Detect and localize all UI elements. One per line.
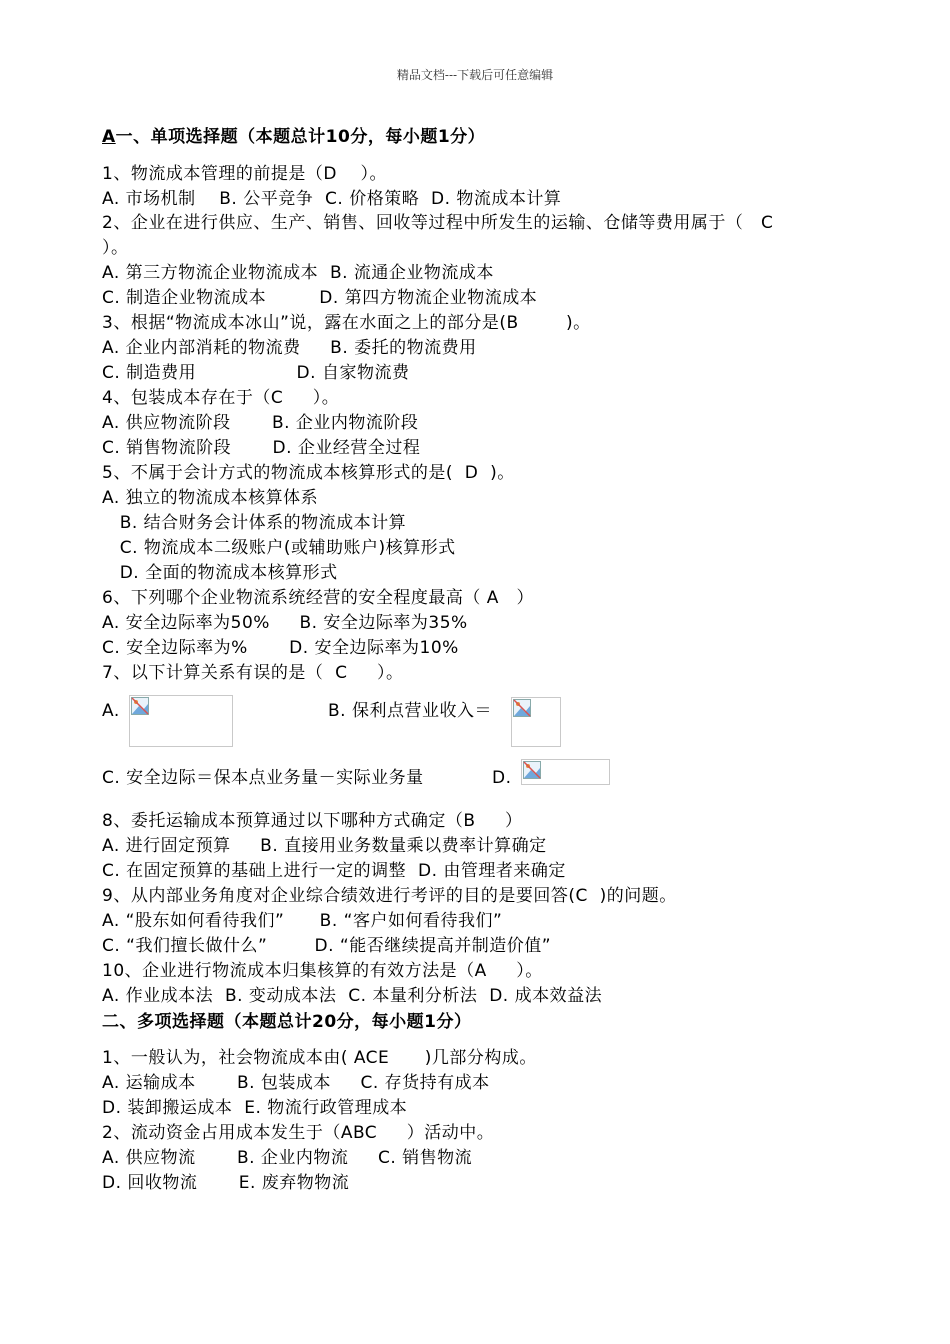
- q7-stem: 7、以下计算关系有误的是（ C ）。: [102, 663, 404, 683]
- q9-stem: 9、从内部业务角度对企业综合绩效进行考评的目的是要回答(C )的问题。: [102, 886, 677, 906]
- page-header: 精品文档---下载后可任意编辑: [396, 68, 554, 82]
- section-1-prefix: A: [102, 127, 116, 147]
- q8-stem: 8、委托运输成本预算通过以下哪种方式确定（B ）: [102, 811, 523, 831]
- q5-option-d: D. 全面的物流成本核算形式: [102, 563, 338, 583]
- mq1-options-abc: A. 运输成本 B. 包装成本 C. 存货持有成本: [102, 1073, 490, 1093]
- q8-options-cd: C. 在固定预算的基础上进行一定的调整 D. 由管理者来确定: [102, 861, 566, 881]
- q2-options-ab: A. 第三方物流企业物流成本 B. 流通企业物流成本: [102, 263, 494, 283]
- q5-option-c: C. 物流成本二级账户(或辅助账户)核算形式: [102, 538, 456, 558]
- broken-image-icon: [131, 697, 149, 715]
- q7-option-c: C. 安全边际＝保本点业务量－实际业务量: [102, 768, 424, 788]
- q2-stem-cont: ）。: [102, 238, 129, 258]
- q7-option-d-label: D.: [492, 768, 512, 788]
- section-1-heading: [102, 126, 485, 148]
- q3-options-cd: C. 制造费用 D. 自家物流费: [102, 363, 410, 383]
- mq2-stem: 2、流动资金占用成本发生于（ABC ）活动中。: [102, 1123, 495, 1143]
- broken-image-icon: [513, 699, 531, 717]
- section-2-heading: 二、多项选择题（本题总计20分，每小题1分）: [102, 1012, 472, 1032]
- q8-options-ab: A. 进行固定预算 B. 直接用业务数量乘以费率计算确定: [102, 836, 547, 856]
- mq2-options-abc: A. 供应物流 B. 企业内物流 C. 销售物流: [102, 1148, 473, 1168]
- q5-option-a: A. 独立的物流成本核算体系: [102, 488, 319, 508]
- q2-stem: 2、企业在进行供应、生产、销售、回收等过程中所发生的运输、仓储等费用属于（ C: [102, 213, 774, 233]
- q7-option-a-image: [129, 695, 233, 747]
- q7-option-b-label: B. 保利点营业收入＝: [328, 701, 492, 721]
- mq1-options-de: D. 装卸搬运成本 E. 物流行政管理成本: [102, 1098, 408, 1118]
- q7-option-a-label: A.: [102, 701, 120, 721]
- q9-options-cd: C. “我们擅长做什么” D. “能否继续提高并制造价值”: [102, 936, 552, 956]
- q6-stem: 6、下列哪个企业物流系统经营的安全程度最高（ A ）: [102, 588, 535, 608]
- section-1-title: 一、单项选择题（本题总计10分，每小题1分）: [115, 127, 486, 147]
- q7-option-b-image: [511, 697, 561, 747]
- q4-stem: 4、包装成本存在于（C ）。: [102, 388, 340, 408]
- q5-stem: 5、不属于会计方式的物流成本核算形式的是( D )。: [102, 463, 515, 483]
- q4-options-cd: C. 销售物流阶段 D. 企业经营全过程: [102, 438, 421, 458]
- q6-options-cd: C. 安全边际率为% D. 安全边际率为10%: [102, 638, 459, 658]
- q10-options: A. 作业成本法 B. 变动成本法 C. 本量利分析法 D. 成本效益法: [102, 986, 603, 1006]
- q10-stem: 10、企业进行物流成本归集核算的有效方法是（A ）。: [102, 961, 543, 981]
- mq1-stem: 1、一般认为，社会物流成本由( ACE )几部分构成。: [102, 1048, 537, 1068]
- q3-options-ab: A. 企业内部消耗的物流费 B. 委托的物流费用: [102, 338, 477, 358]
- q7-option-d-image: [521, 759, 610, 785]
- q1-options: A. 市场机制 B. 公平竞争 C. 价格策略 D. 物流成本计算: [102, 189, 562, 209]
- q1-stem: 1、物流成本管理的前提是（D ）。: [102, 164, 388, 184]
- broken-image-icon: [523, 761, 541, 779]
- q6-options-ab: A. 安全边际率为50% B. 安全边际率为35%: [102, 613, 468, 633]
- q5-option-b: B. 结合财务会计体系的物流成本计算: [102, 513, 407, 533]
- q2-options-cd: C. 制造企业物流成本 D. 第四方物流企业物流成本: [102, 288, 538, 308]
- q9-options-ab: A. “股东如何看待我们” B. “客户如何看待我们”: [102, 911, 503, 931]
- q3-stem: 3、根据“物流成本冰山”说，露在水面之上的部分是(B )。: [102, 313, 591, 333]
- q4-options-ab: A. 供应物流阶段 B. 企业内物流阶段: [102, 413, 419, 433]
- mq2-options-de: D. 回收物流 E. 废弃物物流: [102, 1173, 350, 1193]
